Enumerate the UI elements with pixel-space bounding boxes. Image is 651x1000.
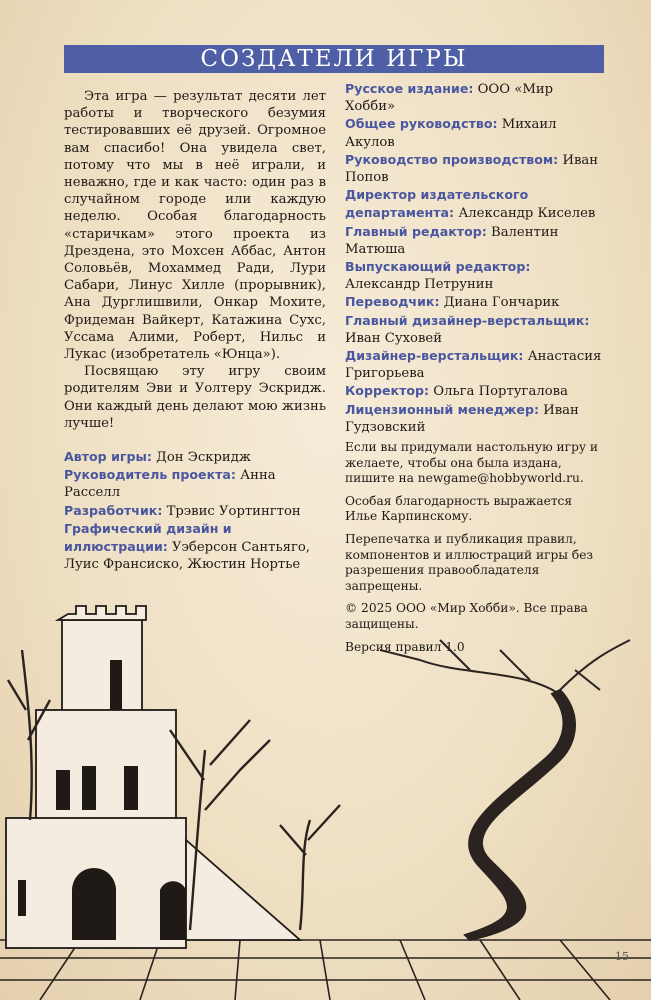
note-paragraph: Версия правил 1.0 [345,639,465,654]
credits-list-left [64,448,326,573]
intro-text [64,88,326,432]
credit-name: Иван Попов [345,152,599,186]
credit-entry [345,80,607,115]
credit-role: Руководство производством: [345,151,559,167]
credit-role: Переводчик: [345,294,440,310]
credit-entry [345,223,607,258]
credit-role: Дизайнер-верстальщик: [345,348,524,364]
credit-entry [345,382,607,400]
credit-role: Общее руководство: [345,116,498,132]
credit-name: Ольга Португалова [433,384,568,400]
credit-role: Главный редактор: [345,223,487,239]
credit-entry [64,502,326,520]
credit-name: Уэберсон Сантьяго, Луис Франсиско, Жюстин Нортье [64,540,311,573]
credit-role: Автор игры: [64,449,152,465]
left-column [64,88,326,573]
note-paragraph: Перепечатка и публикация правил, компонентов и иллюстраций игры без разрешения правообладателя запрещены. [345,532,594,593]
credit-name: Анастасия Григорьева [345,349,602,382]
note-paragraph: Если вы придумали настольную игру и желаете, чтобы она была издана, пишите на newgame@hobbyworld.ru. [345,440,599,486]
credit-entry [345,401,607,436]
credit-role: Выпускающий редактор: [345,259,531,275]
credit-name: ООО «Мир Хобби» [345,82,554,115]
credit-entry [345,347,607,382]
credit-entry [345,186,607,222]
credit-name: Анна Расселл [64,468,276,501]
credit-name: Диана Гончарик [443,295,560,311]
credit-entry [64,466,326,501]
credit-name: Александр Киселев [458,206,596,222]
credit-name: Михаил Акулов [345,117,557,150]
credit-role: Графический дизайн и иллюстрации: [64,520,232,555]
credit-role: Русское издание: [345,81,474,96]
credit-entry [345,293,607,311]
right-column [345,80,607,662]
credit-role: Корректор: [345,383,430,399]
note-paragraph: Особая благодарность выражается Илье Карпинскому. [345,493,573,524]
credit-name: Иван Суховей [345,330,443,346]
credit-name: Иван Гудзовский [345,402,579,435]
credit-role: Руководитель проекта: [64,467,236,483]
credit-entry [345,312,607,347]
credit-entry [64,448,326,466]
credit-name: Трэвис Уортингтон [166,503,301,519]
credit-entry [345,151,607,186]
credits-list-right [345,80,607,436]
castle-tree-illustration [0,590,651,1000]
credit-name: Дон Эскридж [156,450,251,466]
credit-name: Валентин Матюша [345,224,559,257]
credit-name: Александр Петрунин [345,277,494,293]
intro-paragraph: Посвящаю эту игру своим родителям Эви и Уолтеру Эскридж. Они каждый день делают мою жизнь лучше! [64,364,326,431]
credit-entry [345,258,607,293]
page-number: 15 [615,950,629,963]
page-title: СОЗДАТЕЛИ ИГРЫ [64,45,604,73]
note-paragraph: © 2025 ООО «Мир Хобби». Все права защищены. [345,601,588,631]
credit-role: Директор издательского департамента: [345,187,529,221]
credit-entry [64,520,326,574]
credit-role: Лицензионный менеджер: [345,401,540,417]
credit-entry [345,115,607,150]
credit-role: Разработчик: [64,502,163,518]
intro-paragraph: Эта игра — результат десяти лет работы и творческого безумия тестировавших её друзей. Огромное вам спасибо! Она увидела свет, потому что мы в неё играли, и неважно, где и как часто: один раз в случайном городе или каждую неделю. Особая благодарность «старичкам» этого проекта из Дрездена, это Мохсен Аббас, Антон Соловьёв, Мохаммед Ради, Лури Сабари, Линус Хилле (прорывник), Ана Дурглишвили, Онкар Мохите, Фридеман Вайкерт, Катажина Сухс, Уссама Алими, Роберт, Нильс и Лукас (изобретатель «Юнца»). [64,89,326,363]
credit-role: Главный дизайнер-верстальщик: [345,312,590,328]
